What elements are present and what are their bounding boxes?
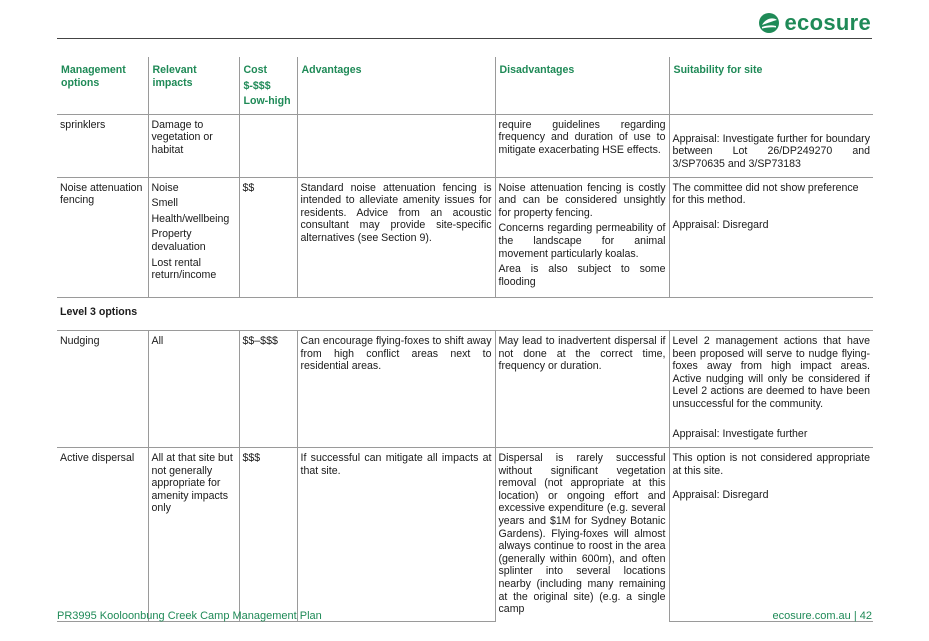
cell-cost: $$$: [239, 448, 297, 622]
cell-disadvantages: require guidelines regarding frequency and duration of use to mitigate exacerbating HSE effects.: [495, 114, 669, 177]
cell-option: Noise attenuation fencing: [57, 177, 148, 298]
disadvantage-item: Concerns regarding permeability of the landscape for animal movement particularly koalas.: [498, 222, 666, 260]
header-cost-title: Cost: [243, 64, 268, 76]
cell-impacts: Damage to vegetation or habitat: [148, 114, 239, 177]
cell-option: Active dispersal: [57, 448, 148, 622]
table-row-active-dispersal: [57, 448, 873, 622]
cell-advantages: If successful can mitigate all impacts at that site.: [297, 448, 495, 622]
table-row-sprinklers: [57, 114, 873, 177]
header-management-options: Management options: [57, 57, 148, 114]
cell-cost: $$–$$$: [239, 330, 297, 447]
header-cost-range: $-$$$: [243, 79, 271, 92]
header-divider: [57, 38, 872, 39]
header-cost: [239, 57, 297, 114]
suitability-note: Level 2 management actions that have been proposed will serve to nudge flying-foxes away from high impact areas. Active nudging will only be considered if Level 2 actions are deemed to have been unsuccessful for the community.: [672, 334, 870, 410]
cell-advantages: Can encourage flying-foxes to shift away from high conflict areas next to residential areas.: [297, 330, 495, 447]
cell-option: Nudging: [57, 330, 148, 447]
cell-impacts: All at that site but not generally appropriate for amenity impacts only: [148, 448, 239, 622]
cell-disadvantages: May lead to inadvertent dispersal if not done at the correct time, frequency or duration.: [495, 330, 669, 447]
header-relevant-impacts: Relevant impacts: [148, 57, 239, 114]
cell-disadvantages: Dispersal is rarely successful without significant vegetation removal (not appropriate at this location) or ongoing effort and excessive expenditure (e.g. several years and $1M for Sydney Botanic Gardens). Flying-foxes will almost always continue to roost in the area (generally within 600m), and often splinter into several locations nearby (including many remaining at the original site) (e.g. a single camp: [495, 448, 669, 622]
cell-option: sprinklers: [57, 114, 148, 177]
cell-suitability: [669, 448, 873, 622]
header-advantages: Advantages: [297, 57, 495, 114]
section-label: Level 3 options: [57, 298, 873, 331]
header-suitability: Suitability for site: [669, 57, 873, 114]
suitability-appraisal: Appraisal: Disregard: [672, 218, 769, 231]
management-options-table: [57, 57, 873, 622]
header-disadvantages: Disadvantages: [495, 57, 669, 114]
cell-disadvantages: [495, 177, 669, 298]
cell-impacts: All: [148, 330, 239, 447]
disadvantage-item: Noise attenuation fencing is costly and can be considered unsightly for property fencing.: [498, 181, 666, 219]
cell-advantages: [297, 114, 495, 177]
table-row-noise-fencing: [57, 177, 873, 298]
impact-item: Noise: [151, 181, 179, 194]
disadvantage-item: Area is also subject to some flooding: [498, 263, 666, 288]
impact-item: Lost rental return/income: [151, 256, 217, 282]
footer-page-info: ecosure.com.au | 42: [772, 610, 872, 622]
leaf-logo-icon: [758, 12, 780, 34]
logo-text: ecosure: [784, 10, 871, 35]
table-header-row: [57, 57, 873, 114]
footer-document-title: PR3995 Kooloonbung Creek Camp Management Plan: [57, 610, 322, 622]
suitability-appraisal: Appraisal: Disregard: [672, 489, 769, 502]
ecosure-logo: [758, 10, 871, 36]
impact-item: Health/wellbeing: [151, 212, 230, 225]
impact-item: Smell: [151, 197, 178, 210]
table-row-section-level3: [57, 298, 873, 331]
cell-suitability: Appraisal: Investigate further for boundary between Lot 26/DP249270 and 3/SP70635 and 3/SP73183: [669, 114, 873, 177]
cell-advantages: Standard noise attenuation fencing is intended to alleviate amenity issues for residents. Advice from an acoustic consultant may provide site-specific alternatives (see Section 9).: [297, 177, 495, 298]
header-cost-scale: Low-high: [243, 95, 291, 108]
impact-item: Property devaluation: [151, 228, 206, 253]
cell-cost: [239, 114, 297, 177]
table-row-nudging: [57, 330, 873, 447]
cell-cost: $$: [239, 177, 297, 298]
suitability-appraisal: Appraisal: Investigate further: [672, 428, 808, 441]
cell-suitability: [669, 330, 873, 447]
suitability-note: This option is not considered appropriate at this site.: [672, 452, 870, 477]
cell-suitability: [669, 177, 873, 298]
cell-impacts: [148, 177, 239, 298]
suitability-note: The committee did not show preference for this method.: [672, 181, 859, 207]
